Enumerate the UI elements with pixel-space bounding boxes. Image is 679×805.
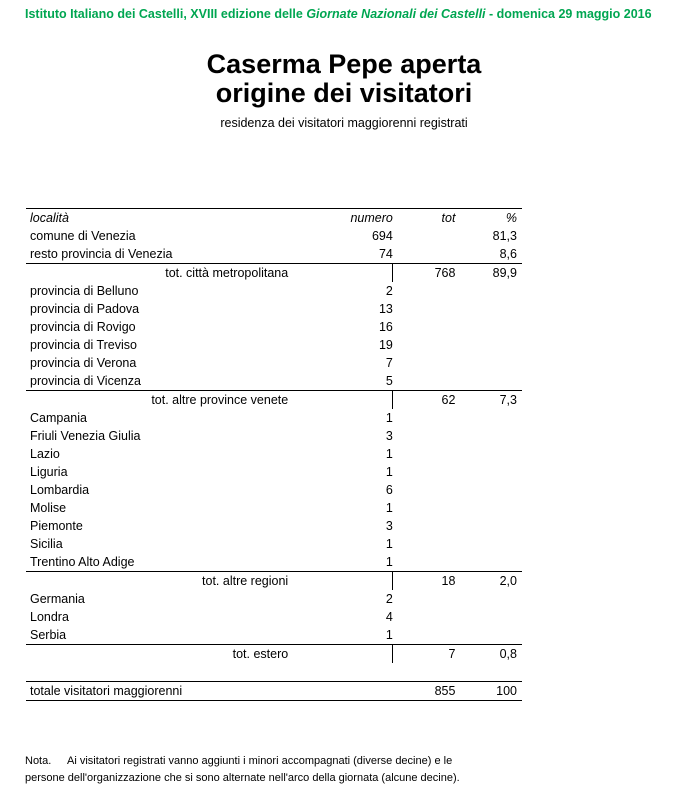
page-title <box>0 50 679 108</box>
cell-location: Campania <box>30 411 87 425</box>
cell-tot: 7 <box>393 645 456 664</box>
cell-percent <box>455 427 522 445</box>
cell-location: Lombardia <box>30 483 90 497</box>
table-row <box>26 626 522 645</box>
cell-numero <box>318 682 393 701</box>
cell-location: provincia di Belluno <box>30 284 139 298</box>
cell-numero: 5 <box>385 374 393 388</box>
header-date: - domenica 29 maggio 2016 <box>485 7 652 21</box>
cell-numero: 1 <box>385 411 393 425</box>
cell-percent: 8,6 <box>499 247 517 261</box>
cell-tot <box>393 590 456 608</box>
cell-numero <box>318 391 393 410</box>
cell-location: provincia di Padova <box>30 302 140 316</box>
total-row <box>26 572 522 591</box>
table-row <box>26 463 522 481</box>
cell-numero: 16 <box>378 320 393 334</box>
footnote-line-1: Ai visitatori registrati vanno aggiunti i minori accompagnati (diverse decine) e le <box>67 755 453 767</box>
table-row <box>26 300 522 318</box>
footnote <box>25 753 665 787</box>
cell-percent <box>455 517 522 535</box>
footnote-line-2: persone dell'organizzazione che si sono alternate nell'arco della giornata (alcune decine). <box>25 772 460 784</box>
cell-tot: 62 <box>393 391 456 410</box>
cell-numero: 74 <box>378 247 393 261</box>
cell-percent <box>455 372 522 391</box>
cell-tot <box>393 409 456 427</box>
cell-location: Trentino Alto Adige <box>30 555 135 569</box>
cell-tot <box>393 553 456 572</box>
total-row <box>26 391 522 410</box>
cell-percent: 2,0 <box>455 572 522 591</box>
cell-tot <box>393 354 456 372</box>
footnote-label: Nota. <box>25 755 52 767</box>
cell-location: tot. altre province venete <box>26 391 318 410</box>
title-line-2: origine dei visitatori <box>215 78 473 108</box>
cell-percent: 7,3 <box>455 391 522 410</box>
cell-numero: 2 <box>385 592 393 606</box>
cell-tot <box>393 336 456 354</box>
cell-location: Friuli Venezia Giulia <box>30 429 141 443</box>
cell-numero: 3 <box>385 429 393 443</box>
cell-tot <box>393 245 456 264</box>
cell-percent: 0,8 <box>455 645 522 664</box>
cell-location: Piemonte <box>30 519 83 533</box>
cell-location: provincia di Verona <box>30 356 137 370</box>
table-body <box>26 227 522 701</box>
cell-location: provincia di Rovigo <box>30 320 136 334</box>
cell-location: provincia di Treviso <box>30 338 137 352</box>
cell-numero: 3 <box>385 519 393 533</box>
cell-tot <box>393 227 456 245</box>
cell-location: Lazio <box>30 447 60 461</box>
cell-numero: 2 <box>385 284 393 298</box>
cell-tot <box>393 372 456 391</box>
table-row <box>26 553 522 572</box>
table-row <box>26 427 522 445</box>
page-subtitle: residenza dei visitatori maggiorenni registrati <box>220 116 468 130</box>
cell-tot <box>393 300 456 318</box>
table-header-row <box>26 209 522 228</box>
cell-location: tot. città metropolitana <box>26 264 318 283</box>
cell-percent <box>455 481 522 499</box>
table-row <box>26 608 522 626</box>
table-row <box>26 481 522 499</box>
cell-percent <box>455 445 522 463</box>
cell-tot <box>393 517 456 535</box>
cell-percent: 100 <box>455 682 522 701</box>
cell-percent <box>455 663 522 682</box>
table-row <box>26 499 522 517</box>
cell-location: provincia di Vicenza <box>30 374 141 388</box>
cell-location: resto provincia di Venezia <box>30 247 173 261</box>
cell-numero: 6 <box>385 483 393 497</box>
cell-location: Sicilia <box>30 537 63 551</box>
table-row <box>26 227 522 245</box>
cell-percent <box>455 282 522 300</box>
col-header-localita: località <box>26 209 318 228</box>
cell-location: Liguria <box>30 465 68 479</box>
cell-tot: 855 <box>393 682 456 701</box>
cell-numero <box>318 264 393 283</box>
table-row <box>26 245 522 264</box>
cell-tot <box>393 608 456 626</box>
cell-tot <box>393 626 456 645</box>
cell-percent <box>455 354 522 372</box>
cell-numero <box>318 663 393 682</box>
cell-percent <box>455 463 522 481</box>
table-row <box>26 372 522 391</box>
cell-location: tot. altre regioni <box>26 572 318 591</box>
title-line-1: Caserma Pepe aperta <box>206 49 482 79</box>
cell-numero: 1 <box>385 501 393 515</box>
cell-percent <box>455 318 522 336</box>
cell-numero: 1 <box>385 465 393 479</box>
cell-numero: 19 <box>378 338 393 352</box>
table-row <box>26 409 522 427</box>
table-row <box>26 535 522 553</box>
cell-numero: 7 <box>385 356 393 370</box>
cell-location: Germania <box>30 592 85 606</box>
cell-tot <box>393 282 456 300</box>
cell-tot <box>393 427 456 445</box>
table-row <box>26 590 522 608</box>
cell-percent <box>455 535 522 553</box>
table-row <box>26 445 522 463</box>
spacer-row <box>26 663 522 682</box>
cell-percent <box>455 590 522 608</box>
cell-tot <box>393 481 456 499</box>
cell-tot <box>393 445 456 463</box>
cell-percent <box>455 499 522 517</box>
cell-percent: 81,3 <box>492 229 517 243</box>
cell-percent <box>455 336 522 354</box>
cell-numero: 1 <box>385 537 393 551</box>
cell-tot: 768 <box>393 264 456 283</box>
cell-location: tot. estero <box>26 645 318 664</box>
table-row <box>26 354 522 372</box>
total-row <box>26 645 522 664</box>
total-row <box>26 682 522 701</box>
col-header-tot: tot <box>393 209 456 228</box>
cell-tot <box>393 318 456 336</box>
header-event: Giornate Nazionali dei Castelli <box>306 7 486 21</box>
cell-tot <box>393 499 456 517</box>
cell-location: comune di Venezia <box>30 229 136 243</box>
cell-numero <box>318 645 393 664</box>
cell-location: Serbia <box>30 628 67 642</box>
cell-percent <box>455 300 522 318</box>
cell-percent: 89,9 <box>455 264 522 283</box>
table-row <box>26 517 522 535</box>
table-row <box>26 282 522 300</box>
cell-tot <box>393 463 456 481</box>
header-institute: Istituto Italiano dei Castelli, XVIII edizione delle <box>25 7 307 21</box>
cell-numero: 1 <box>385 628 393 642</box>
cell-percent <box>455 553 522 572</box>
table-row <box>26 336 522 354</box>
header-line <box>25 7 675 21</box>
cell-numero: 4 <box>385 610 393 624</box>
visitors-table <box>26 208 522 701</box>
cell-numero <box>318 572 393 591</box>
cell-tot: 18 <box>393 572 456 591</box>
cell-percent <box>455 626 522 645</box>
cell-tot <box>393 535 456 553</box>
cell-location: totale visitatori maggiorenni <box>26 682 318 701</box>
table-row <box>26 318 522 336</box>
cell-tot <box>393 663 456 682</box>
cell-percent <box>455 608 522 626</box>
cell-numero: 694 <box>371 229 393 243</box>
col-header-percent: % <box>455 209 522 228</box>
cell-location <box>26 663 318 682</box>
col-header-numero: numero <box>318 209 393 228</box>
cell-location: Molise <box>30 501 67 515</box>
cell-numero: 1 <box>385 447 393 461</box>
cell-numero: 13 <box>378 302 393 316</box>
cell-numero: 1 <box>385 555 393 569</box>
total-row <box>26 264 522 283</box>
cell-location: Londra <box>30 610 69 624</box>
cell-percent <box>455 409 522 427</box>
